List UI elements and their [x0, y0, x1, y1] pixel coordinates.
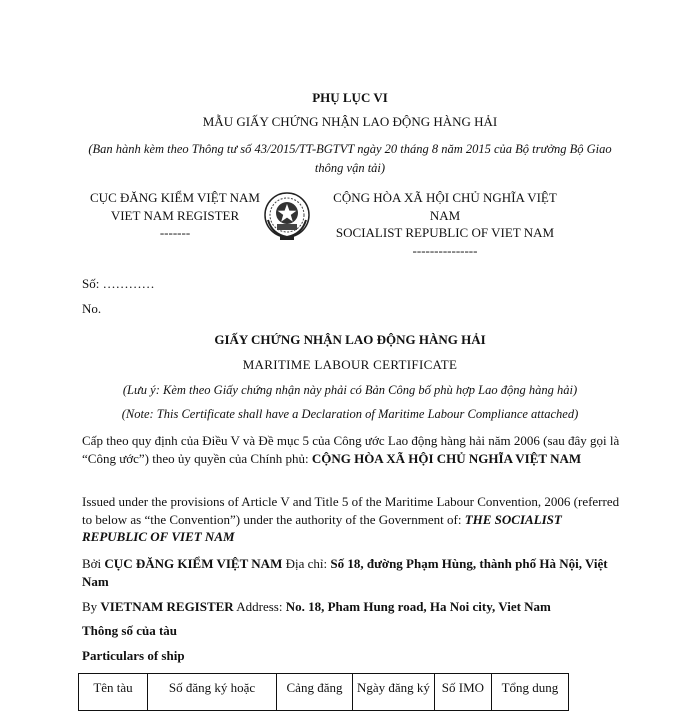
authority-text-vi: Cấp theo quy định của Điều V và Đề mục 5 của Công ước Lao động hàng hải năm 2006 (sau đây gọi là “Công ước”) theo ủy quyền của Chính phủ: — [82, 433, 620, 466]
ship-heading-vi: Thông số của tàu — [82, 623, 177, 638]
issuer-rule: ------- — [159, 225, 191, 240]
authority-text-en: Issued under the provisions of Article V and Title 5 of the Maritime Labour Convention, 2006 (referred to below as “the Convention”) under the authority of the Government of: — [82, 494, 620, 527]
issuer-name-bold-vi: CỤC ĐĂNG KIỂM VIỆT NAM — [104, 556, 283, 571]
state-rule: --------------- — [412, 242, 478, 258]
issuer-line-vi — [82, 555, 622, 590]
appendix-title: PHỤ LỤC VI — [312, 90, 388, 105]
issuer-name-en: VIET NAM REGISTER — [110, 207, 240, 223]
government-name-vi: CỘNG HÒA XÃ HỘI CHỦ NGHĨA VIỆT NAM — [311, 450, 582, 466]
authority-paragraph-vi — [82, 432, 622, 467]
issuer-prefix-en: By — [82, 599, 101, 614]
column-header-registration-date: Ngày đăng ký — [353, 674, 435, 711]
certificate-number-vi: Số: ………… — [82, 276, 155, 291]
address-en: No. 18, Pham Hung road, Ha Noi city, Viet Nam — [285, 599, 551, 614]
ship-heading-en: Particulars of ship — [82, 648, 185, 663]
column-header-gross-tonnage: Tổng dung — [491, 674, 568, 711]
column-header-port-of-registry: Cảng đăng — [277, 674, 353, 711]
attachment-note-vi: (Lưu ý: Kèm theo Giấy chứng nhận này phải có Bản Công bố phù hợp Lao động hàng hải) — [122, 383, 578, 397]
state-header — [322, 189, 568, 259]
certificate-number-en: No. — [82, 301, 102, 316]
column-header-imo-number: Số IMO — [434, 674, 491, 711]
issuer-line-en — [82, 598, 622, 616]
state-name-en: SOCIALIST REPUBLIC OF VIET NAM — [335, 225, 555, 240]
state-name-vi: CỘNG HÒA XÃ HỘI CHỦ NGHĨA VIỆT NAM — [333, 190, 557, 223]
certificate-title-en: MARITIME LABOUR CERTIFICATE — [242, 357, 458, 372]
address-vi: Số 18, đường Phạm Hùng, thành phố Hà Nội, Việt Nam — [82, 556, 608, 589]
address-label-vi: Địa chỉ: — [282, 556, 331, 571]
issued-note: (Ban hành kèm theo Thông tư số 43/2015/TT-BGTVT ngày 20 tháng 8 năm 2015 của Bộ trưởng Bộ Giao thông vận tải) — [88, 142, 612, 175]
issuer-name-bold-en: VIETNAM REGISTER — [100, 599, 234, 614]
issuer-name-vi: CỤC ĐĂNG KIỂM VIỆT NAM — [90, 190, 260, 205]
table-header-row — [79, 674, 569, 711]
ship-particulars-table — [78, 673, 569, 711]
address-label-en: Address: — [233, 599, 286, 614]
authority-paragraph-en — [82, 493, 622, 546]
national-emblem-icon — [262, 190, 312, 242]
issuer-prefix-vi: Bởi — [82, 556, 105, 571]
attachment-note-en: (Note: This Certificate shall have a Declaration of Maritime Labour Compliance attached) — [121, 407, 579, 421]
form-title: MẪU GIẤY CHỨNG NHẬN LAO ĐỘNG HÀNG HẢI — [202, 114, 498, 129]
issuer-header — [78, 189, 272, 242]
column-header-ship-name: Tên tàu — [79, 674, 148, 711]
government-name-en: THE SOCIALIST REPUBLIC OF VIET NAM — [82, 511, 562, 544]
certificate-title-vi: GIẤY CHỨNG NHẬN LAO ĐỘNG HÀNG HẢI — [214, 332, 486, 347]
column-header-registration-number: Số đăng ký hoặc — [148, 674, 277, 711]
